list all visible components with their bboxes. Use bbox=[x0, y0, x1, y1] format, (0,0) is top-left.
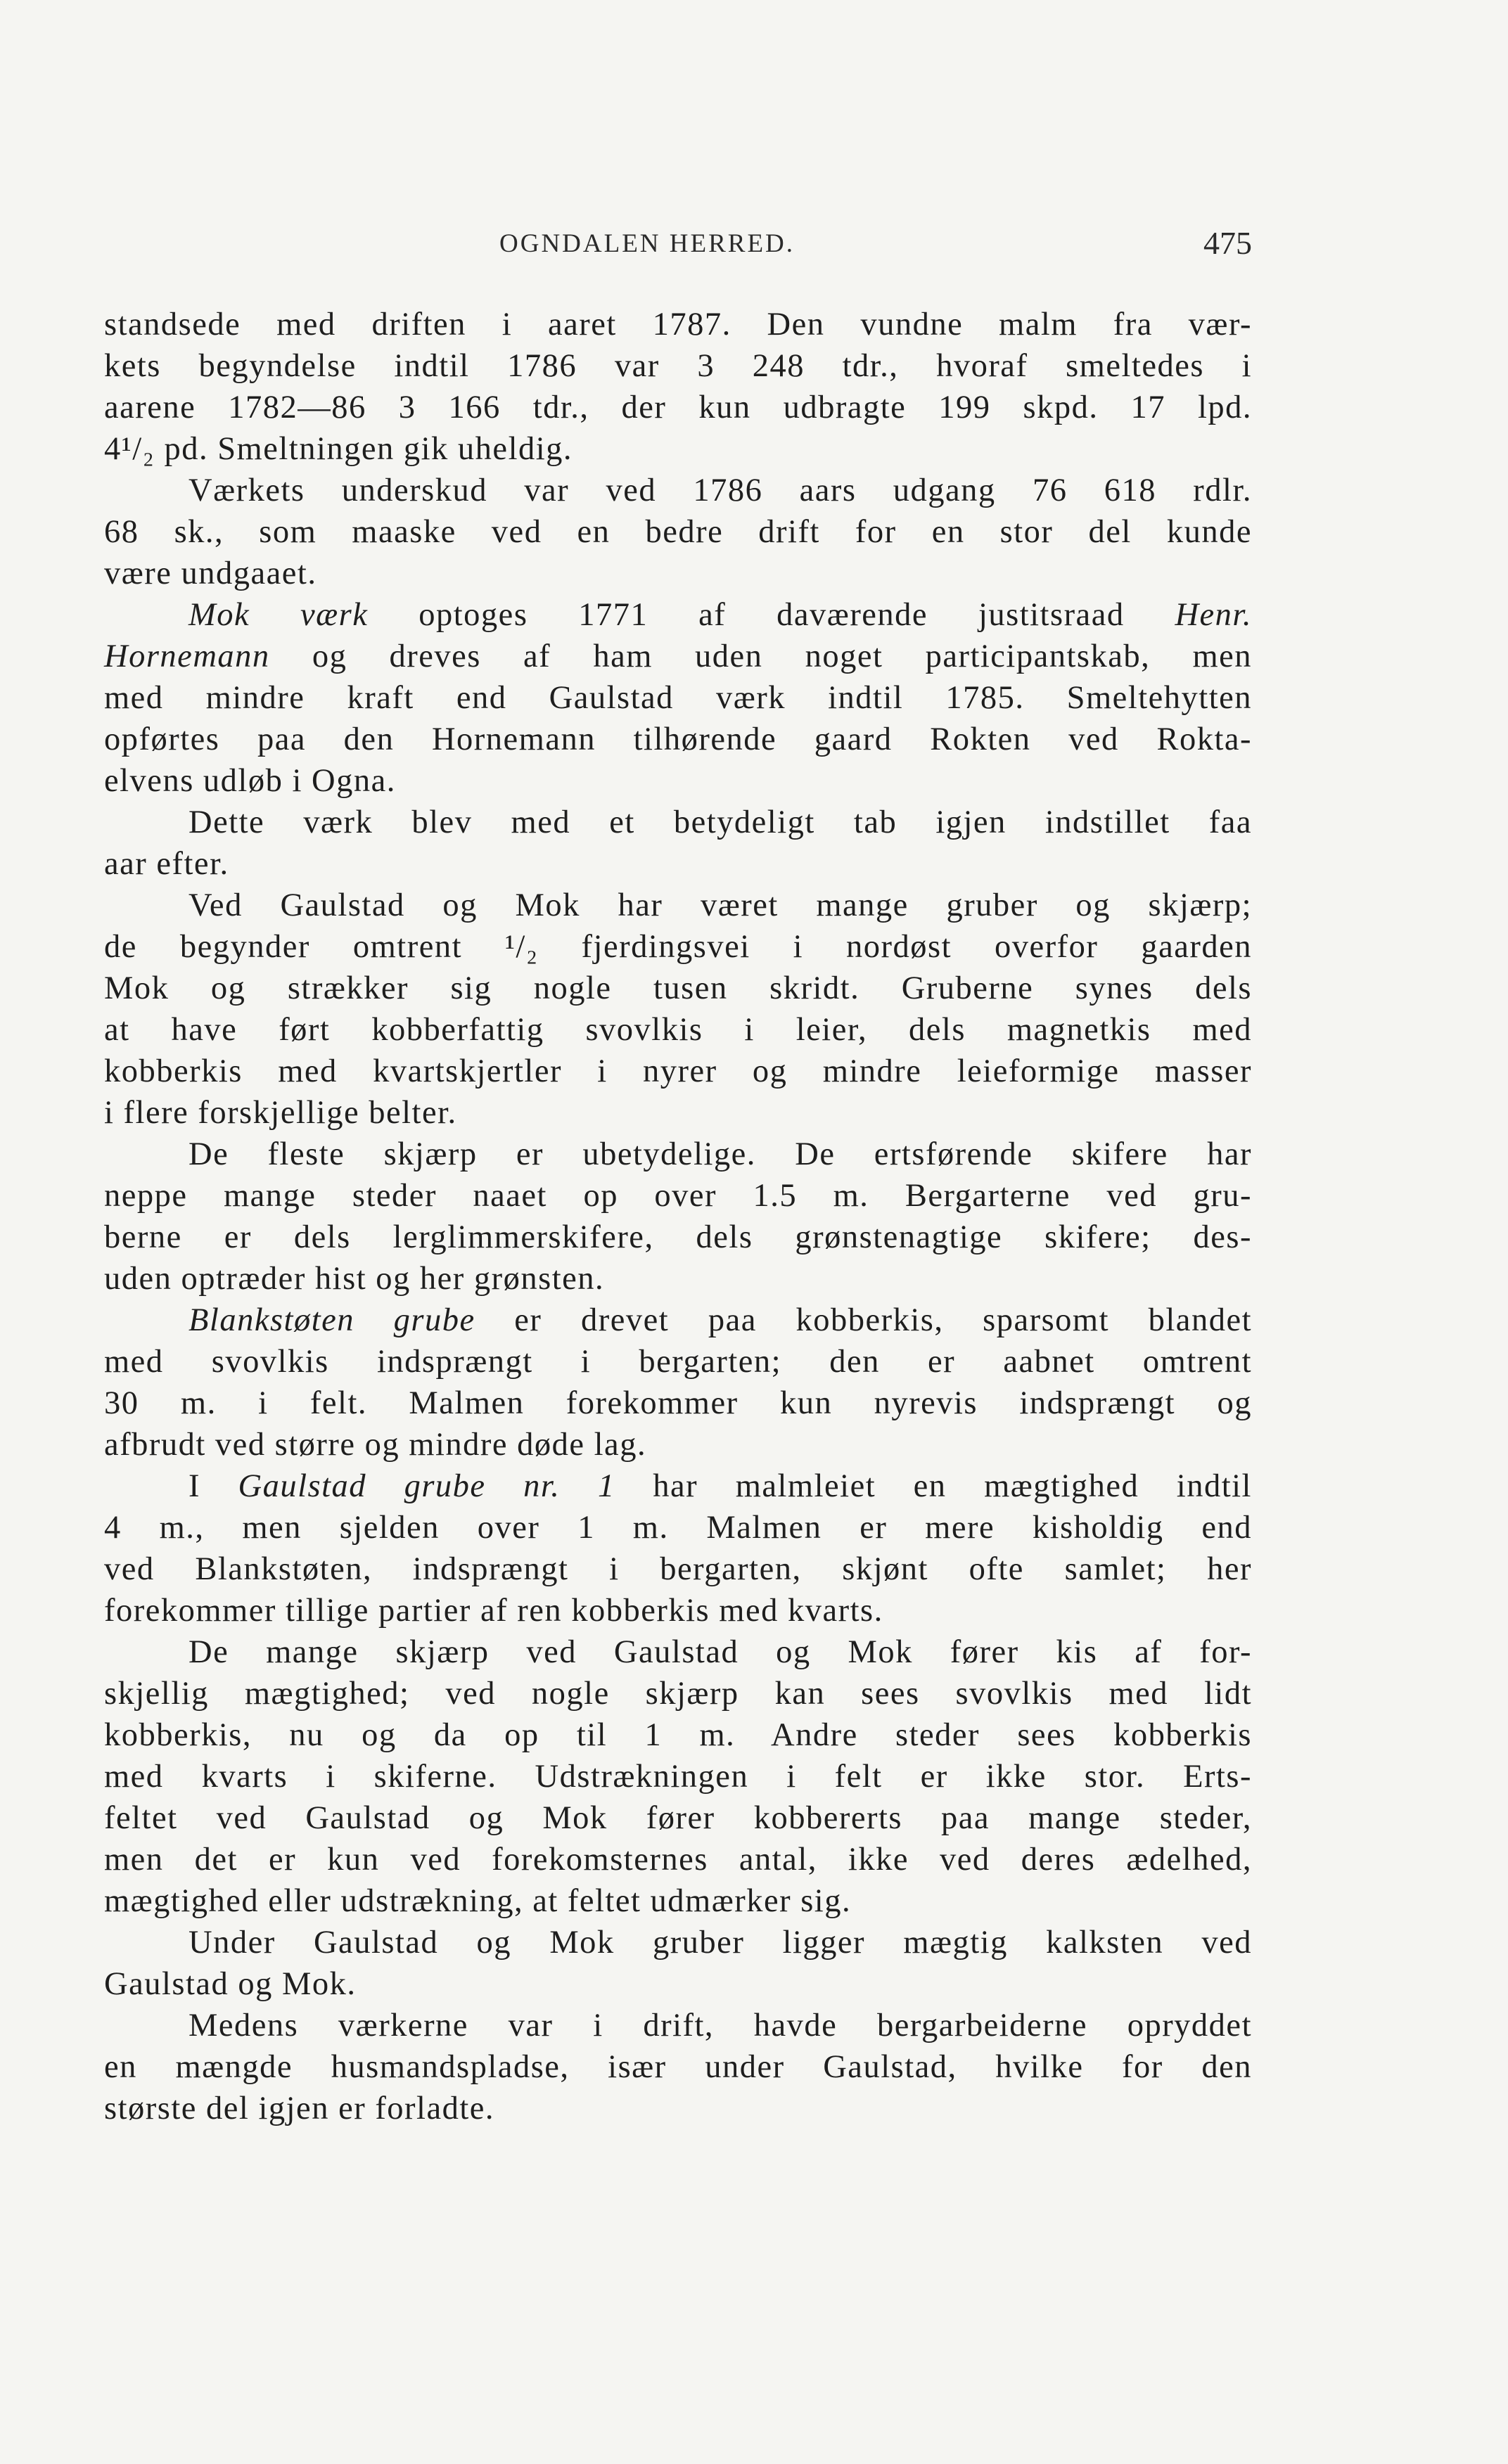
emphasis-henr: Henr. bbox=[1175, 597, 1252, 633]
text-line: aar efter. bbox=[104, 846, 229, 882]
text-line: en mængde husmandspladse, især under Gaulstad, hvilke for den bbox=[104, 2049, 1252, 2085]
text-line: forekommer tillige partier af ren kobberkis med kvarts. bbox=[104, 1593, 883, 1629]
text-line bbox=[104, 636, 1252, 677]
text-segment: er drevet paa kobberkis, sparsomt blandet bbox=[475, 1302, 1252, 1338]
emphasis-hornemann: Hornemann bbox=[104, 639, 270, 674]
text-line bbox=[104, 1465, 1252, 1507]
text-line: 4¹/₂ pd. Smeltningen gik uheldig. bbox=[104, 431, 573, 467]
text-line: men det er kun ved forekomsternes antal, ikke ved deres ædelhed, bbox=[104, 1842, 1252, 1878]
page-number: 475 bbox=[1203, 225, 1252, 261]
text-line: de begynder omtrent ¹/₂ fjerdingsvei i nordøst overfor gaarden bbox=[104, 929, 1252, 965]
text-line: kobberkis, nu og da op til 1 m. Andre steder sees kobberkis bbox=[104, 1717, 1252, 1753]
text-line: Ved Gaulstad og Mok har været mange gruber og skjærp; bbox=[188, 887, 1252, 923]
text-line: Under Gaulstad og Mok gruber ligger mægtig kalksten ved bbox=[188, 1925, 1252, 1961]
text-line: ved Blankstøten, indsprængt i bergarten, skjønt ofte samlet; her bbox=[104, 1551, 1252, 1587]
text-line: kobberkis med kvartskjertler i nyrer og mindre leieformige masser bbox=[104, 1053, 1252, 1089]
text-line: Dette værk blev med et betydeligt tab igjen indstillet faa bbox=[188, 804, 1252, 840]
emphasis-blankstoten-grube: Blankstøten grube bbox=[188, 1302, 475, 1338]
body-text bbox=[104, 304, 1252, 2129]
text-line: berne er dels lerglimmerskifere, dels grønstenagtige skifere; des- bbox=[104, 1219, 1252, 1255]
text-line: standsede med driften i aaret 1787. Den vundne malm fra vær- bbox=[104, 307, 1252, 342]
text-line: aarene 1782—86 3 166 tdr., der kun udbragte 199 skpd. 17 lpd. bbox=[104, 390, 1252, 425]
text-line: største del igjen er forladte. bbox=[104, 2091, 495, 2126]
text-segment: og dreves af ham uden noget participantskab, men bbox=[269, 639, 1252, 674]
text-line: med kvarts i skiferne. Udstrækningen i felt er ikke stor. Erts- bbox=[104, 1759, 1252, 1795]
emphasis-gaulstad-grube: Gaulstad grube nr. 1 bbox=[238, 1468, 615, 1504]
text-line: skjellig mægtighed; ved nogle skjærp kan sees svovlkis med lidt bbox=[104, 1676, 1252, 1712]
text-line: Medens værkerne var i drift, havde bergarbeiderne opryddet bbox=[188, 2008, 1252, 2043]
text-line: kets begyndelse indtil 1786 var 3 248 tdr., hvoraf smeltedes i bbox=[104, 348, 1252, 384]
text-line: De fleste skjærp er ubetydelige. De ertsførende skifere har bbox=[188, 1136, 1252, 1172]
text-segment: optoges 1771 af daværende justitsraad bbox=[368, 597, 1175, 633]
running-title: OGNDALEN HERRED. bbox=[499, 229, 795, 258]
text-line: De mange skjærp ved Gaulstad og Mok fører kis af for- bbox=[188, 1634, 1252, 1670]
text-line bbox=[104, 1300, 1252, 1341]
text-line: mægtighed eller udstrækning, at feltet udmærker sig. bbox=[104, 1883, 852, 1919]
text-line: 30 m. i felt. Malmen forekommer kun nyrevis indsprængt og bbox=[104, 1385, 1252, 1421]
text-line: med svovlkis indsprængt i bergarten; den er aabnet omtrent bbox=[104, 1344, 1252, 1380]
text-segment: har malmleiet en mægtighed indtil bbox=[615, 1468, 1252, 1504]
text-line: Gaulstad og Mok. bbox=[104, 1966, 357, 2002]
text-line: i flere forskjellige belter. bbox=[104, 1095, 457, 1131]
text-line bbox=[104, 594, 1252, 636]
text-line: Mok og strækker sig nogle tusen skridt. Gruberne synes dels bbox=[104, 970, 1252, 1006]
text-line: Værkets underskud var ved 1786 aars udgang 76 618 rdlr. bbox=[188, 473, 1252, 508]
text-line: være undgaaet. bbox=[104, 556, 317, 591]
text-line: afbrudt ved større og mindre døde lag. bbox=[104, 1427, 647, 1463]
text-line: at have ført kobberfattig svovlkis i leier, dels magnetkis med bbox=[104, 1012, 1252, 1048]
text-segment: I bbox=[188, 1468, 238, 1504]
text-line: 68 sk., som maaske ved en bedre drift for en stor del kunde bbox=[104, 514, 1252, 550]
text-line: 4 m., men sjelden over 1 m. Malmen er mere kisholdig end bbox=[104, 1510, 1252, 1546]
text-line: med mindre kraft end Gaulstad værk indtil 1785. Smeltehytten bbox=[104, 680, 1252, 716]
text-line: elvens udløb i Ogna. bbox=[104, 763, 396, 799]
page-header bbox=[113, 225, 1252, 271]
text-line: neppe mange steder naaet op over 1.5 m. Bergarterne ved gru- bbox=[104, 1178, 1252, 1214]
text-line: opførtes paa den Hornemann tilhørende gaard Rokten ved Rokta- bbox=[104, 721, 1252, 757]
text-line: uden optræder hist og her grønsten. bbox=[104, 1261, 605, 1297]
text-line: feltet ved Gaulstad og Mok fører kobbererts paa mange steder, bbox=[104, 1800, 1252, 1836]
emphasis-mok-vaerk: Mok værk bbox=[188, 597, 369, 633]
